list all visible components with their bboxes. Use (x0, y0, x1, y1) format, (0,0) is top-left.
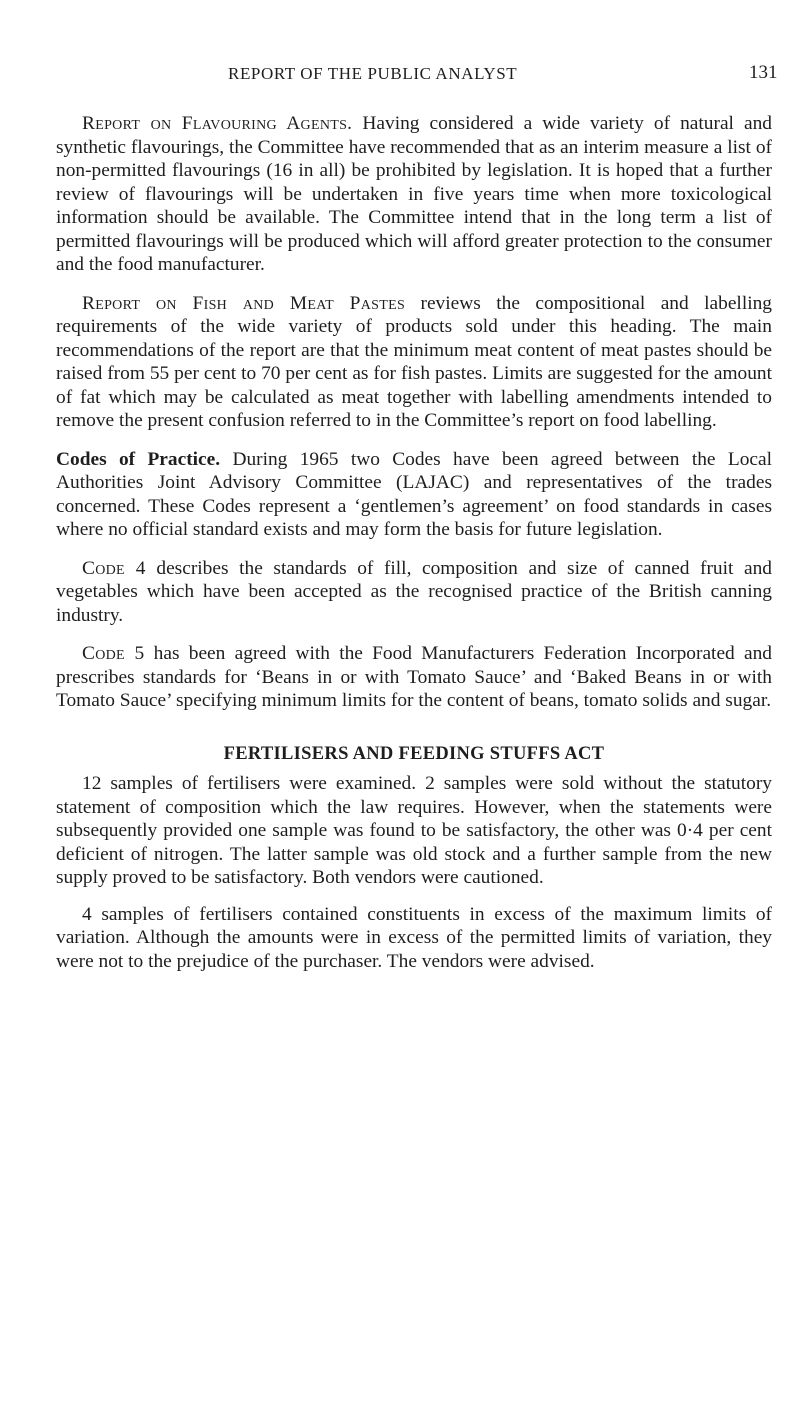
paragraph-text: has been agreed with the Food Manufacturers Federation Incorporated and prescribes standards for ‘Beans in or with Tomato Sauce’ and ‘Baked Beans in or with Tomato Sauce’ specifying minimum limits for the content of beans, tomato solids and sugar. (56, 643, 772, 711)
paragraph-code-4 (56, 557, 772, 628)
paragraph-lead: Code 5 (82, 643, 145, 664)
paragraph-lead: Code 4 (82, 557, 146, 579)
paragraph-fertiliser-constituents: 4 samples of fertilisers contained constituents in excess of the maximum limits of variation. Although the amounts were in excess of the permitted limits of variation, they were not to the prejudice of the purchaser. The vendors were advised. (56, 903, 772, 972)
paragraph-fertiliser-samples: 12 samples of fertilisers were examined. 2 samples were sold without the statutory statement of composition which the law requires. However, when the statements were subsequently provided one sample was found to be satisfactory, the other was 0·4 per cent deficient of nitrogen. The latter sample was old stock and a further sample from the new supply proved to be satisfactory. Both vendors were cautioned. (56, 773, 772, 888)
paragraph-lead: Report on Fish and Meat Pastes (82, 292, 406, 314)
body-text (56, 112, 772, 988)
paragraph-text: Having considered a wide variety of natural and synthetic flavourings, the Committee have recommended that as an interim measure a list of non-permitted flavourings (16 in all) be prohibited by legislation. It is hoped that a further review of flavourings will be undertaken in five years time when more toxicological information should be available. The Committee intend that in the long term a list of permitted flavourings will be produced which will afford greater protection to the consumer and the food manufacturer. (56, 113, 772, 275)
paragraph-fish-meat-pastes (56, 292, 772, 433)
paragraph-text: describes the standards of fill, composition and size of canned fruit and vegetables which have been accepted as the recognised practice of the British canning industry. (56, 557, 772, 626)
paragraph-flavouring-agents (56, 112, 772, 277)
paragraph-lead: Report on Flavouring Agents. (82, 113, 353, 134)
section-heading: FERTILISERS AND FEEDING STUFFS ACT (223, 743, 605, 764)
paragraph-lead: Codes of Practice. (56, 448, 221, 470)
paragraph-code-5 (56, 642, 772, 713)
page-number: 131 (749, 62, 778, 83)
paragraph-codes-of-practice (56, 448, 772, 542)
paragraph-text: During 1965 two Codes have been agreed between the Local Authorities Joint Advisory Committee (LAJAC) and representatives of the trades concerned. These Codes represent a ‘gentlemen’s agreement’ on food standards in cases where no official standard exists and may form the basis for future legislation. (56, 448, 772, 540)
running-head: REPORT OF THE PUBLIC ANALYST (228, 64, 518, 83)
paragraph-text: reviews the compositional and labelling requirements of the wide variety of products sold under this heading. The main recommendations of the report are that the minimum meat content of meat pastes should be raised from 55 per cent to 70 per cent as for fish pastes. Limits are suggested for the amount of fat which may be calculated as meat together with labelling amendments intended to remove the present confusion referred to in the Committee’s report on food labelling. (56, 292, 772, 431)
